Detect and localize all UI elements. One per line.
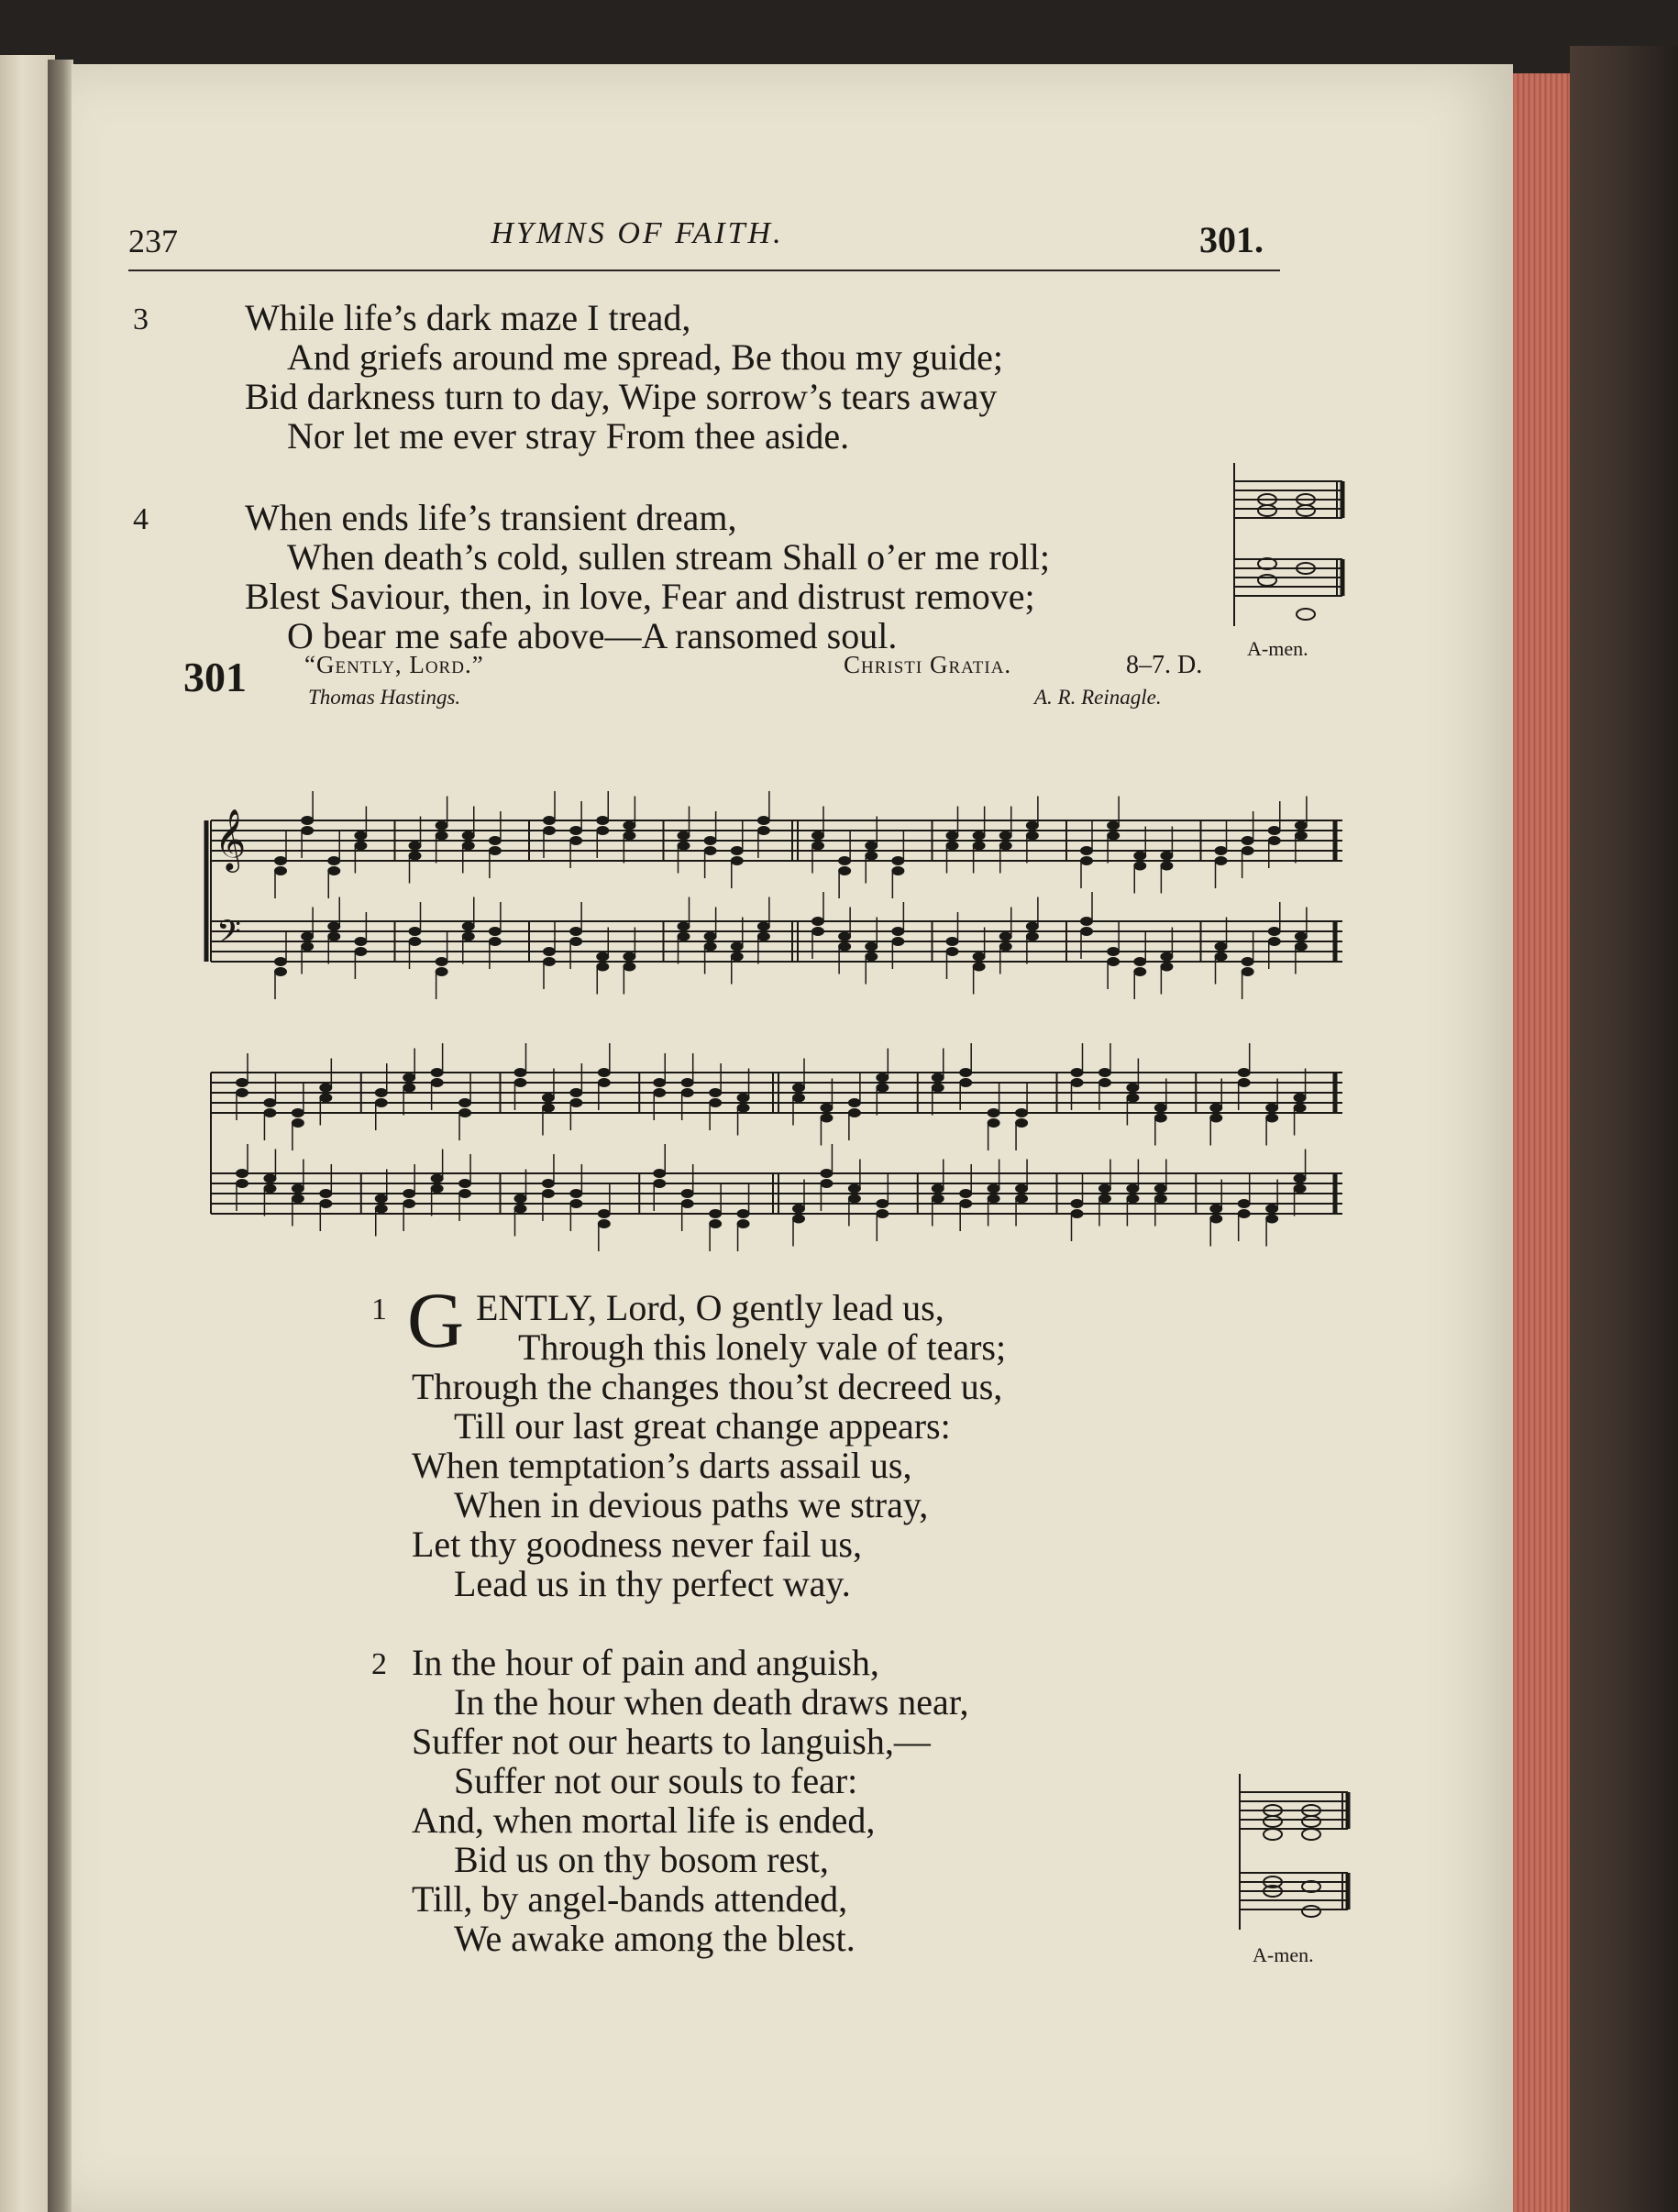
verse-line: Through the changes thou’st decreed us,: [412, 1366, 1003, 1407]
amen-label: A-men.: [1253, 1943, 1314, 1966]
first-line-text: ENTLY, Lord, O gently lead us,: [476, 1287, 944, 1328]
amen-music-notation: [1238, 1774, 1357, 1939]
hymn-number: 301: [183, 654, 247, 700]
verse-line: And, when mortal life is ended,: [412, 1799, 876, 1841]
verse-line: Bid us on thy bosom rest,: [454, 1839, 829, 1880]
stanza-number: 3: [133, 303, 149, 336]
meter: 8–7. D.: [1126, 651, 1203, 679]
verse-line: Through this lonely vale of tears;: [518, 1326, 1007, 1368]
composer: A. R. Reinagle.: [1034, 686, 1162, 709]
verse-line: Lead us in thy perfect way.: [454, 1563, 851, 1604]
stanza-3: [133, 298, 1003, 456]
verse-line: When death’s cold, sullen stream Shall o’er me roll;: [287, 536, 1050, 578]
verse-line: While life’s dark maze I tread,: [245, 297, 691, 338]
stanza-4: [133, 498, 1050, 655]
verse-line: In the hour when death draws near,: [454, 1681, 969, 1722]
stanza-2: [371, 1643, 969, 1958]
hymn-marker: 301.: [1199, 219, 1264, 260]
verse-line: Blest Saviour, then, in love, Fear and distrust remove;: [245, 576, 1035, 617]
verse-line: Bid darkness turn to day, Wipe sorrow’s tears away: [245, 376, 998, 417]
stanza-1: [371, 1276, 1007, 1604]
verse-line: We awake among the blest.: [454, 1918, 856, 1959]
verse-line: When in devious paths we stray,: [454, 1484, 929, 1525]
hymn-title: “Gently, Lord.”: [304, 651, 484, 678]
page-number: 237: [128, 223, 178, 259]
verse-line: When ends life’s transient dream,: [245, 497, 737, 538]
amen-label: A-men.: [1247, 637, 1308, 660]
svg-text:𝄢: 𝄢: [216, 913, 242, 958]
running-title: HYMNS OF FAITH.: [491, 216, 784, 250]
author: Thomas Hastings.: [308, 686, 461, 709]
verse-line: Suffer not our hearts to languish,—: [412, 1721, 931, 1762]
stanza-number: 1: [371, 1293, 387, 1326]
stanza-number: 4: [133, 502, 149, 536]
music-system-1: [204, 784, 1355, 1004]
drop-cap: G: [407, 1276, 465, 1364]
verse-line: Till our last great change appears:: [454, 1405, 951, 1447]
amen-music-notation: [1232, 463, 1352, 628]
verse-line: O bear me safe above—A ransomed soul.: [287, 615, 898, 656]
verse-line: In the hour of pain and anguish,: [412, 1642, 879, 1683]
verse-line: And griefs around me spread, Be thou my guide;: [287, 336, 1003, 378]
stanza-number: 2: [371, 1647, 387, 1681]
verse-line: When temptation’s darts assail us,: [412, 1445, 912, 1486]
verse-line: Let thy goodness never fail us,: [412, 1524, 862, 1565]
verse-line: Suffer not our souls to fear:: [454, 1760, 858, 1801]
svg-text:𝄞: 𝄞: [215, 808, 247, 870]
tune-name: Christi Gratia.: [844, 651, 1012, 678]
header-rule: [128, 270, 1280, 271]
verse-line: Nor let me ever stray From thee aside.: [287, 415, 850, 457]
verse-line: Till, by angel-bands attended,: [412, 1878, 848, 1920]
music-system-2: [204, 1036, 1355, 1256]
